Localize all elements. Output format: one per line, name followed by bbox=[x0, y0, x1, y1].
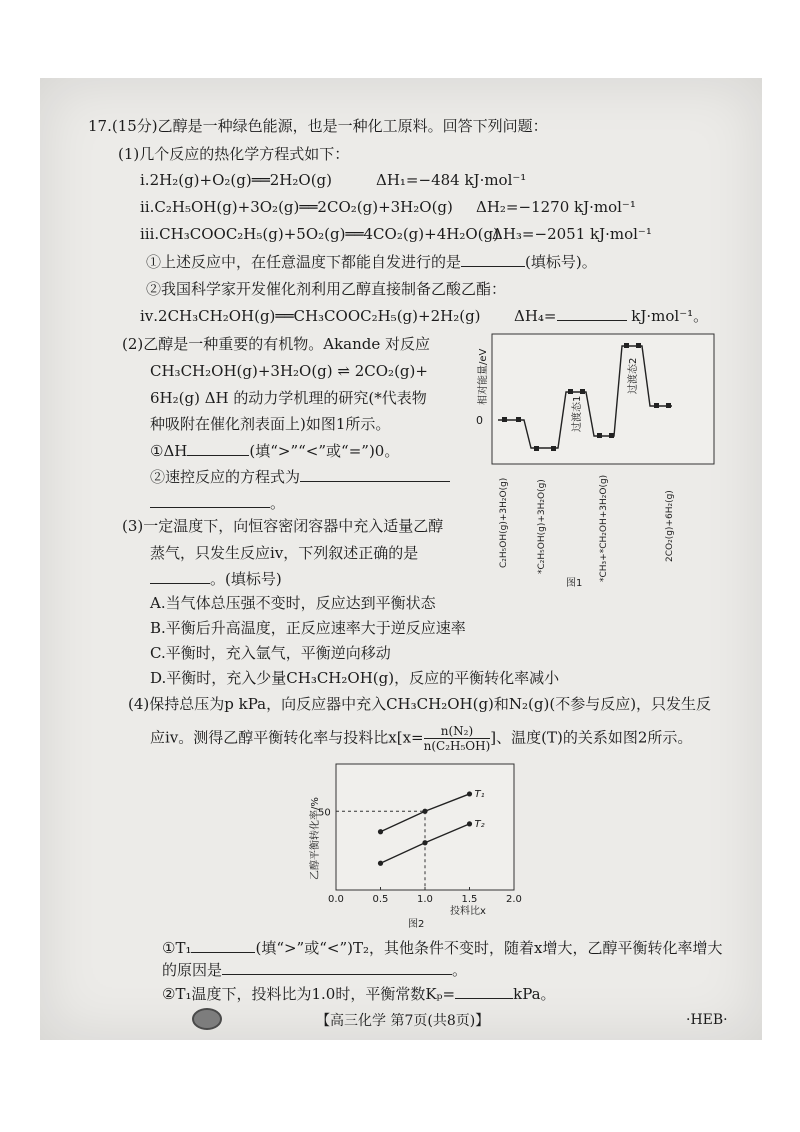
footer-code: ·HEB· bbox=[686, 1012, 728, 1028]
reaction-2-enthalpy: ΔH₂=−1270 kJ·mol⁻¹ bbox=[476, 198, 636, 216]
q2-1: ①ΔH (填“>”“<”或“=”)0。 bbox=[150, 442, 400, 460]
q4-2: ②T₁温度下，投料比为1.0时，平衡常数Kₚ= kPa。 bbox=[162, 985, 556, 1003]
q4-1-cont: 的原因是 。 bbox=[162, 961, 468, 979]
data-point bbox=[467, 821, 472, 826]
series-label-1: T₁ bbox=[474, 788, 485, 800]
species-1-label: C₂H₅OH(g)+3H₂O(g) bbox=[499, 477, 509, 568]
reaction-1-equation: 2H₂(g)+O₂(g)══2H₂O(g) bbox=[149, 171, 333, 189]
reaction-3-enthalpy: ΔH₃=−2051 kJ·mol⁻¹ bbox=[492, 225, 652, 243]
q4-1-reason-blank[interactable] bbox=[222, 960, 452, 975]
reaction-4-enthalpy: ΔH₄= kJ·mol⁻¹。 bbox=[514, 307, 709, 325]
reaction-4 bbox=[140, 306, 709, 326]
x-tick-label: 1.0 bbox=[417, 894, 433, 905]
part2-line4: 种吸附在催化剂表面上)如图1所示。 bbox=[150, 415, 391, 433]
species-2-label: *C₂H₅OH(g)+3H₂O(g) bbox=[537, 479, 547, 574]
chart-ylabel: 乙醇平衡转化率/% bbox=[310, 797, 321, 880]
x-tick-label: 0.5 bbox=[372, 894, 389, 905]
transition-state-1-label: 过渡态1 bbox=[572, 395, 583, 432]
page-footer: 【高三化学 第7页(共8页)】 bbox=[316, 1013, 490, 1029]
data-point bbox=[422, 840, 427, 845]
figure-1-zero-label: 0 bbox=[476, 414, 483, 427]
q4-1-answer-blank[interactable] bbox=[191, 938, 255, 953]
series-label-2: T₂ bbox=[474, 818, 485, 830]
q2-2-answer-blank-2[interactable] bbox=[150, 493, 270, 508]
part2-line2: CH₃CH₂OH(g)+3H₂O(g) ⇌ 2CO₂(g)+ bbox=[150, 362, 428, 380]
logo-seal-icon bbox=[192, 1008, 222, 1030]
reaction-3 bbox=[140, 224, 652, 244]
species-3-label: *CH₃+*CH₂OH+3H₂O(g) bbox=[599, 474, 609, 582]
question-header: 17.(15分)乙醇是一种绿色能源，也是一种化工原料。回答下列问题： bbox=[88, 117, 548, 135]
q4-1: ①T₁ (填“>”或“<”)T₂，其他条件不变时，随着x增大，乙醇平衡转化率增大 bbox=[162, 939, 723, 957]
figure-1 bbox=[476, 330, 728, 592]
reaction-2-label: ⅱ. bbox=[140, 198, 155, 216]
q2-1-answer-blank[interactable] bbox=[187, 441, 249, 456]
part3-line3: 。(填标号) bbox=[150, 569, 282, 589]
data-point bbox=[467, 791, 472, 796]
part4-line1: (4)保持总压为p kPa，向反应器中充入CH₃CH₂OH(g)和N₂(g)(不参与反应)，只发生反 bbox=[128, 695, 712, 713]
q2-2-cont: 。 bbox=[150, 493, 285, 513]
option-c: C.平衡时，充入氩气，平衡逆向移动 bbox=[150, 644, 391, 662]
y-tick-label: 50 bbox=[318, 807, 331, 819]
part1-title: (1)几个反应的热化学方程式如下： bbox=[118, 145, 350, 163]
part2-line3: 6H₂(g) ΔH 的动力学机理的研究(*代表物 bbox=[150, 389, 427, 407]
reaction-4-equation: ⅳ.2CH₃CH₂OH(g)══CH₃COOC₂H₅(g)+2H₂(g) bbox=[140, 307, 481, 325]
figure-2-chart bbox=[304, 760, 528, 932]
part3-line2: 蒸气，只发生反应ⅳ，下列叙述正确的是 bbox=[150, 544, 419, 562]
q2-2: ②速控反应的方程式为 bbox=[150, 467, 450, 487]
chart-title: 图2 bbox=[408, 919, 425, 930]
data-point bbox=[378, 829, 383, 834]
figure-1-ylabel: 相对能量/eV bbox=[478, 348, 489, 405]
option-d: D.平衡时，充入少量CH₃CH₂OH(g)，反应的平衡转化率减小 bbox=[150, 669, 560, 687]
q1-1-answer-blank[interactable] bbox=[461, 252, 525, 267]
reaction-2 bbox=[140, 197, 636, 217]
part3-line1: (3)一定温度下，向恒容密闭容器中充入适量乙醇 bbox=[122, 517, 444, 535]
option-b: B.平衡后升高温度，正反应速率大于逆反应速率 bbox=[150, 619, 466, 637]
q3-answer-blank[interactable] bbox=[150, 569, 210, 584]
x-tick-label: 1.5 bbox=[461, 894, 478, 905]
species-4-label: 2CO₂(g)+6H₂(g) bbox=[665, 490, 675, 562]
q2-2-answer-blank-1[interactable] bbox=[300, 467, 450, 482]
q1-2-answer-blank[interactable] bbox=[557, 306, 627, 321]
reaction-2-equation: C₂H₅OH(g)+3O₂(g)══2CO₂(g)+3H₂O(g) bbox=[154, 198, 453, 216]
chart-xlabel: 投料比x bbox=[450, 906, 486, 917]
part2-line1: (2)乙醇是一种重要的有机物。Akande 对反应 bbox=[122, 335, 431, 353]
reaction-3-label: ⅲ. bbox=[140, 225, 160, 243]
q1-1: ①上述反应中，在任意温度下都能自发进行的是 (填标号)。 bbox=[146, 253, 597, 271]
transition-state-2-label: 过渡态2 bbox=[628, 357, 639, 394]
x-tick-label: 0.0 bbox=[328, 894, 344, 905]
data-point bbox=[422, 809, 427, 814]
reaction-1-enthalpy: ΔH₁=−484 kJ·mol⁻¹ bbox=[376, 171, 527, 189]
x-tick-label: 2.0 bbox=[506, 894, 522, 905]
reaction-3-equation: CH₃COOC₂H₅(g)+5O₂(g)══4CO₂(g)+4H₂O(g) bbox=[159, 225, 499, 243]
reaction-1 bbox=[140, 170, 527, 190]
chart-plot-area bbox=[336, 764, 514, 890]
q1-2: ②我国科学家开发催化剂利用乙醇直接制备乙酸乙酯： bbox=[146, 280, 507, 298]
part4-line2: 应ⅳ。测得乙醇平衡转化率与投料比x[x= $\frac{\text{n(N₂)}}{\text{n(C₂H₅OH)}}$ ]、温度(T)的关系如图2所示。 bbox=[150, 724, 693, 753]
data-point bbox=[378, 861, 383, 866]
figure-1-caption: 图1 bbox=[566, 578, 583, 589]
reaction-1-label: ⅰ. bbox=[140, 171, 150, 189]
q4-2-answer-blank[interactable] bbox=[455, 984, 513, 999]
figure-1-frame bbox=[492, 334, 714, 464]
feed-ratio-fraction: $\frac{\text{n(N₂)}}{\text{n(C₂H₅OH)}}$ bbox=[423, 724, 491, 753]
option-a: A.当气体总压强不变时，反应达到平衡状态 bbox=[150, 594, 436, 612]
